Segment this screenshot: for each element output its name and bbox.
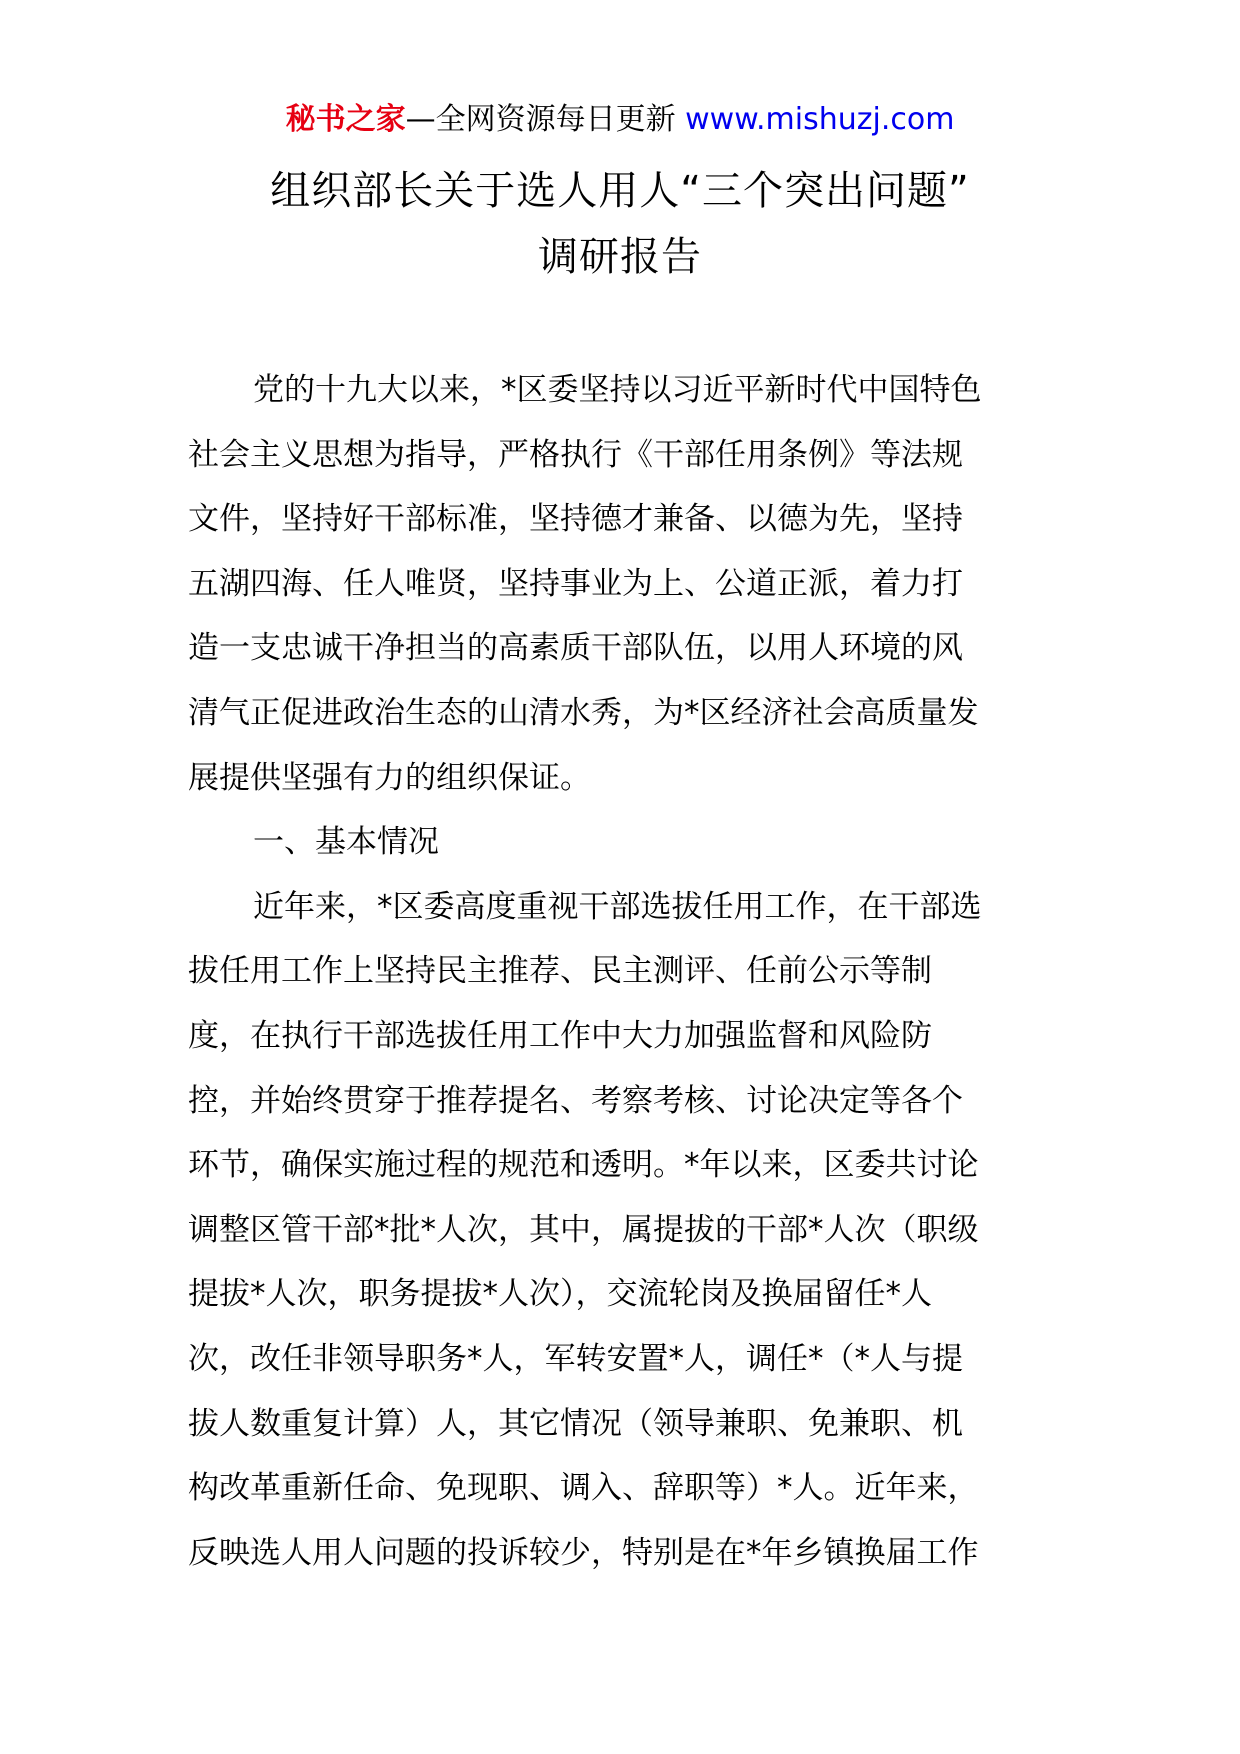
document-body <box>188 358 1058 1585</box>
document-title-line-2: 调研报告 <box>538 234 702 280</box>
section-heading: 一、基本情况 <box>253 824 439 861</box>
paragraph-line: 拔人数重复计算）人，其它情况（领导兼职、免兼职、机 <box>188 1405 963 1442</box>
paragraph-line: 党的十九大以来，*区委坚持以习近平新时代中国特色 <box>253 372 982 408</box>
paragraph-line: 社会主义思想为指导，严格执行《干部任用条例》等法规 <box>188 436 963 473</box>
document-title-line-1: 组织部长关于选人用人“三个突出问题” <box>270 168 970 214</box>
banner-tagline: —全网资源每日更新 <box>405 102 686 137</box>
paragraph-line: 提拔*人次，职务提拔*人次），交流轮岗及换届留任*人 <box>188 1276 932 1313</box>
paragraph-line: 度，在执行干部选拔任用工作中大力加强监督和风险防 <box>188 1017 932 1054</box>
paragraph-line: 展提供坚强有力的组织保证。 <box>188 759 591 796</box>
paragraph-line: 构改革重新任命、免现职、调入、辞职等）*人。近年来， <box>188 1470 979 1507</box>
paragraph-line: 近年来，*区委高度重视干部选拔任用工作，在干部选 <box>253 888 982 925</box>
brand-name: 秘书之家 <box>285 102 406 137</box>
paragraph-line: 文件，坚持好干部标准，坚持德才兼备、以德为先，坚持 <box>188 501 963 538</box>
site-banner <box>0 98 1240 142</box>
paragraph-line: 反映选人用人问题的投诉较少，特别是在*年乡镇换届工作 <box>188 1534 979 1571</box>
site-url-link[interactable]: www.mishuzj.com <box>685 102 955 137</box>
paragraph-line: 调整区管干部*批*人次，其中，属提拔的干部*人次（职级 <box>188 1211 979 1248</box>
paragraph-line: 次，改任非领导职务*人，军转安置*人，调任*（*人与提 <box>188 1340 963 1377</box>
paragraph-line: 控，并始终贯穿于推荐提名、考察考核、讨论决定等各个 <box>188 1082 963 1119</box>
paragraph-line: 造一支忠诚干净担当的高素质干部队伍，以用人环境的风 <box>188 630 963 667</box>
paragraph-line: 清气正促进政治生态的山清水秀，为*区经济社会高质量发 <box>188 694 979 731</box>
paragraph-line: 拔任用工作上坚持民主推荐、民主测评、任前公示等制 <box>188 953 932 990</box>
paragraph-line: 环节，确保实施过程的规范和透明。*年以来，区委共讨论 <box>188 1147 979 1184</box>
paragraph-line: 五湖四海、任人唯贤，坚持事业为上、公道正派，着力打 <box>188 565 963 602</box>
